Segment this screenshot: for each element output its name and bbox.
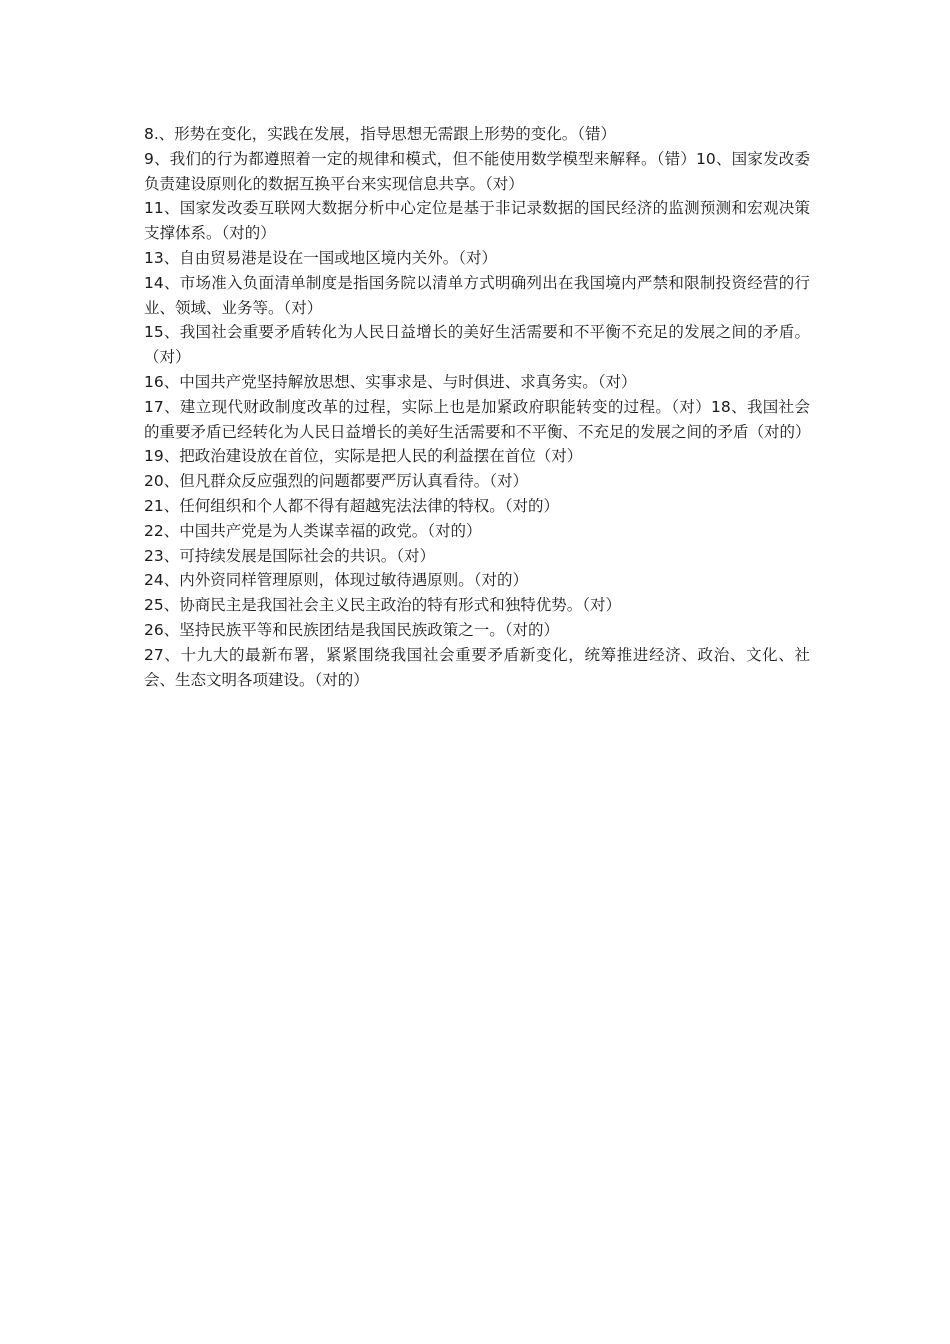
paragraph: 27、十九大的最新布署，紧紧围绕我国社会重要矛盾新变化，统筹推进经济、政治、文化、社会、生态文明各项建设。（对的） xyxy=(144,645,810,689)
paragraph: 24、内外资同样管理原则，体现过敏待遇原则。（对的） xyxy=(144,571,528,590)
paragraph: 9、我们的行为都遵照着一定的规律和模式，但不能使用数学模型来解释。（错）10、国家发改委负责建设原则化的数据互换平台来实现信息共享。（对） xyxy=(144,149,810,193)
paragraph: 22、中国共产党是为人类谋幸福的政党。（对的） xyxy=(144,521,482,540)
paragraph: 26、坚持民族平等和民族团结是我国民族政策之一。（对的） xyxy=(144,620,559,639)
paragraph: 17、建立现代财政制度改革的过程，实际上也是加紧政府职能转变的过程。（对）18、我国社会的重要矛盾已经转化为人民日益增长的美好生活需要和不平衡、不充足的发展之间的矛盾（对的） xyxy=(144,397,811,441)
paragraph: 11、国家发改委互联网大数据分析中心定位是基于非记录数据的国民经济的监测预测和宏观决策支撑体系。（对的） xyxy=(144,199,810,243)
paragraph: 23、可持续发展是国际社会的共识。（对） xyxy=(144,546,435,565)
document-body xyxy=(144,122,810,692)
paragraph: 21、任何组织和个人都不得有超越宪法法律的特权。（对的） xyxy=(144,496,559,515)
paragraph: 19、把政治建设放在首位，实际是把人民的利益摆在首位（对） xyxy=(144,447,583,466)
paragraph: 14、市场准入负面清单制度是指国务院以清单方式明确列出在我国境内严禁和限制投资经营的行业、领域、业务等。（对） xyxy=(144,273,810,317)
paragraph: 15、我国社会重要矛盾转化为人民日益增长的美好生活需要和不平衡不充足的发展之间的矛盾。（对） xyxy=(144,323,810,367)
paragraph: 16、中国共产党坚持解放思想、实事求是、与时俱进、求真务实。（对） xyxy=(144,372,637,391)
paragraph: 13、自由贸易港是设在一国或地区境内关外。（对） xyxy=(144,248,497,267)
paragraph: 20、但凡群众反应强烈的问题都要严厉认真看待。（对） xyxy=(144,472,528,491)
paragraph: 8.、形势在变化，实践在发展，指导思想无需跟上形势的变化。（错） xyxy=(144,125,617,143)
paragraph: 25、协商民主是我国社会主义民主政治的特有形式和独特优势。（对） xyxy=(144,596,621,615)
